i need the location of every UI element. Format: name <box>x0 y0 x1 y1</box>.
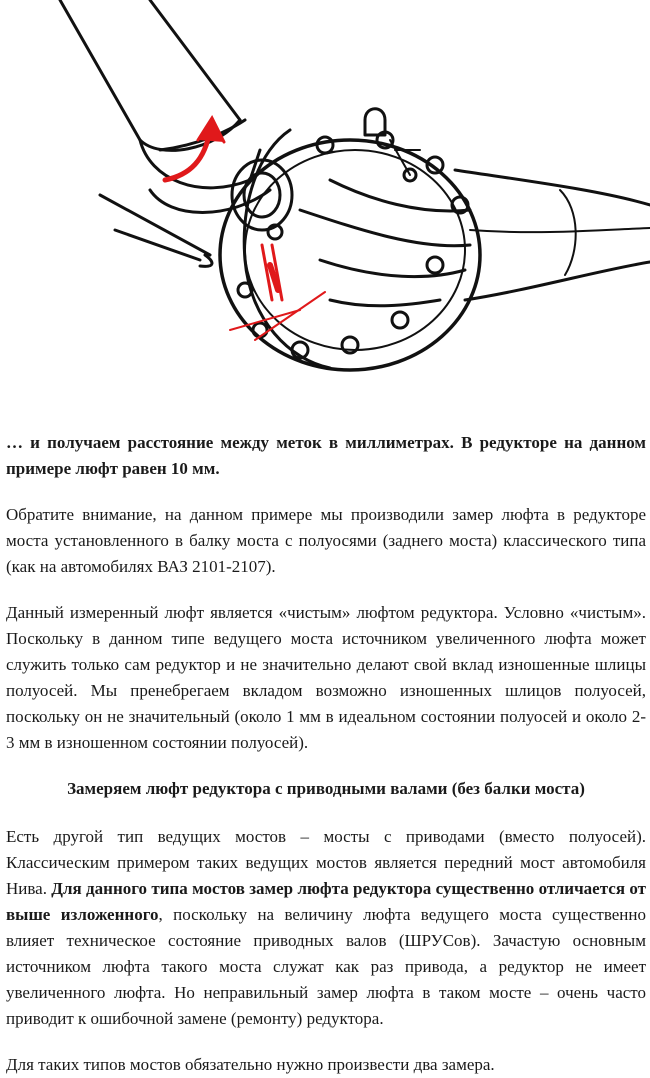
differential-illustration <box>0 0 650 420</box>
paragraph-drive-axles-start: Есть другой тип ведущих мостов – мосты с приводами (вместо полуосей). Классическим примером таких ведущих мостов является передний мост автомобиля Нива. <box>6 827 646 898</box>
paragraph-result: … и получаем расстояние между меток в миллиметрах. В редукторе на данном примере люфт равен 10 мм. <box>6 433 646 478</box>
document-body <box>6 430 646 1078</box>
section-heading: Замеряем люфт редуктора с приводными валами (без балки моста) <box>67 779 585 798</box>
paragraph-drive-axles <box>6 824 646 1032</box>
paragraph-drive-axles-emphasis: Для данного типа мостов замер люфта редуктора существенно отличается от выше изложенного <box>6 879 646 924</box>
paragraph-two-measurements: Для таких типов мостов обязательно нужно произвести два замера. <box>6 1055 495 1074</box>
paragraph-drive-axles-end: , поскольку на величину люфта ведущего моста существенно влияет техническое состояние приводных валов (ШРУСов). Зачастую основным источником люфта такого моста служат как раз привода, а редуктор не имеет увеличенного люфта. Но неправильный замер люфта в таком мосте – очень часто приводит к ошибочной замене (ремонту) редуктора. <box>6 905 646 1028</box>
paragraph-note: Обратите внимание, на данном примере мы производили замер люфта в редукторе моста установленного в балку моста с полуосями (заднего моста) классического типа (как на автомобилях ВАЗ 2101-2107). <box>6 505 646 576</box>
pointer-hand-icon <box>100 195 212 266</box>
differential-housing-icon <box>220 109 650 370</box>
axle-shaft-icon <box>60 0 292 230</box>
paragraph-clean-backlash: Данный измеренный люфт является «чистым» люфтом редуктора. Условно «чистым». Поскольку в данном типе ведущего моста источником увеличенного люфта может служить только сам редуктор и не значительно делают свой вклад изношенные шлицы полуосей. Мы пренебрегаем вкладом возможно изношенных шлицов полуосей, поскольку он не значительный (около 1 мм в идеальном состоянии полуосей и около 2-3 мм в изношенном состоянии полуосей). <box>6 603 646 752</box>
